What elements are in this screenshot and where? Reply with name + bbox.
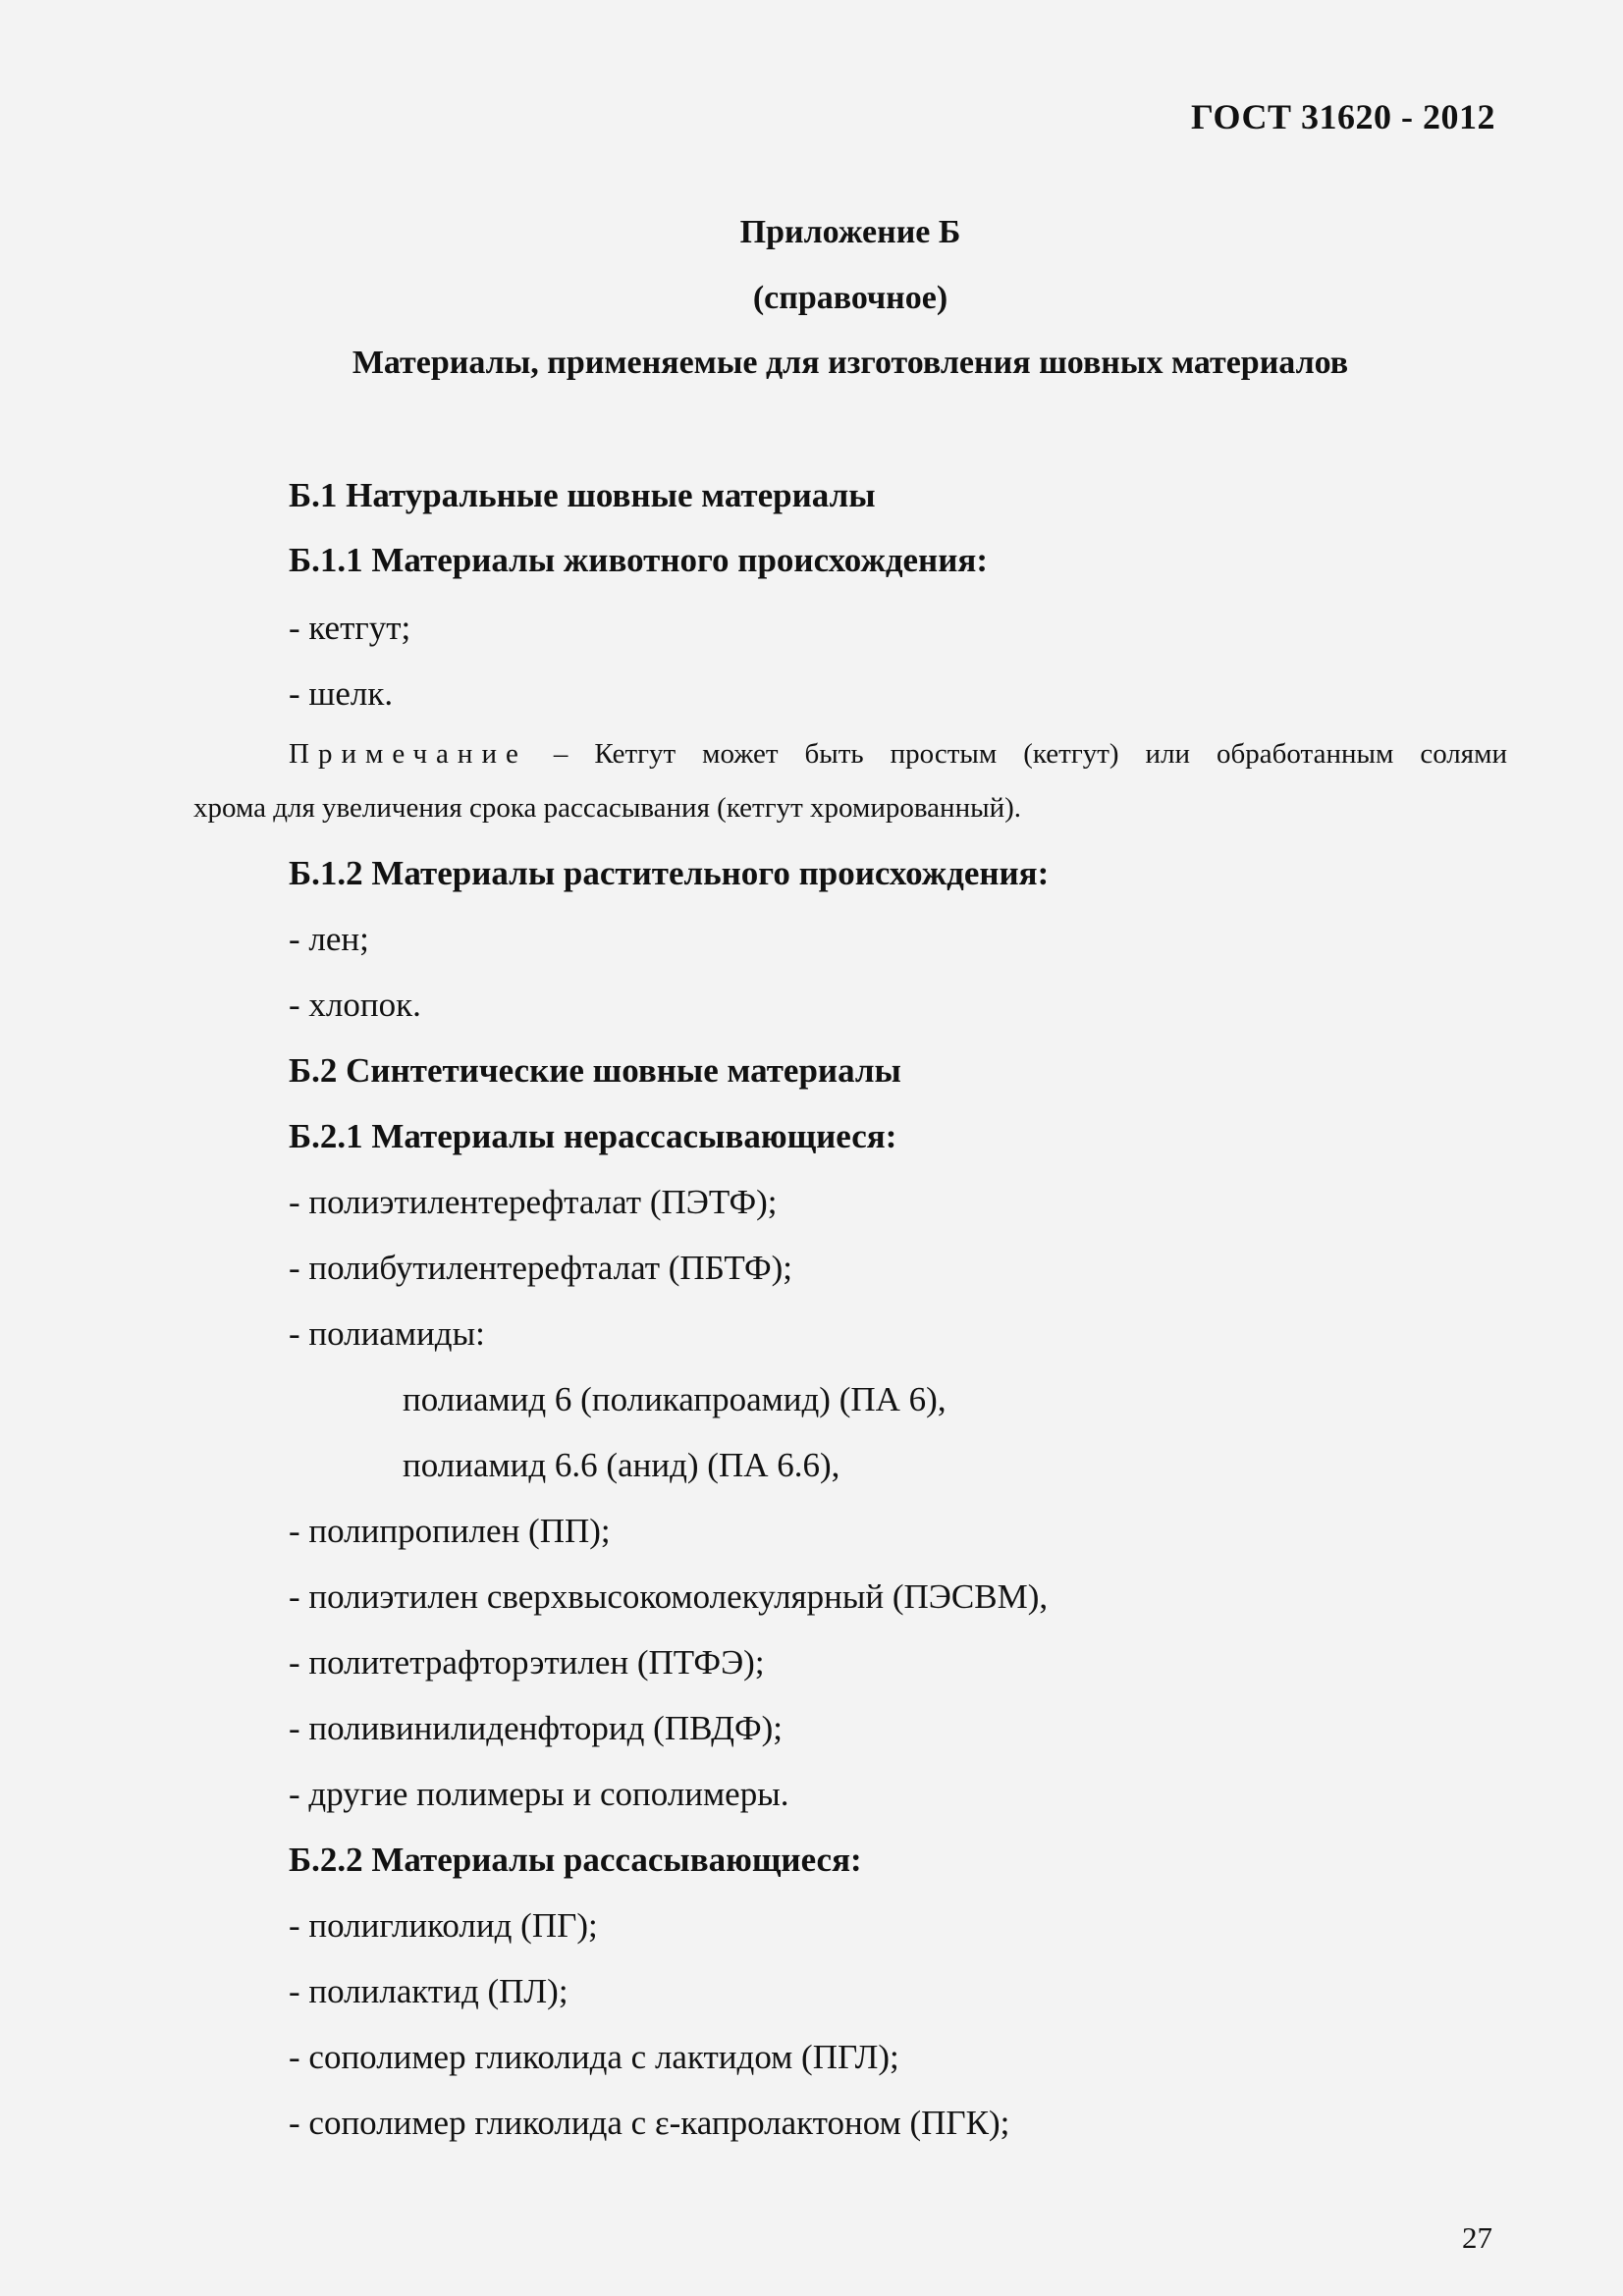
section-b1-title: Б.1 Натуральные шовные материалы [289,476,876,514]
section-b21-title: Б.2.1 Материалы нерассасывающиеся: [289,1117,897,1155]
list-item: - шелк. [289,674,394,713]
appendix-title: Приложение Б [739,214,961,250]
list-item: - сополимер гликолида с ε-капролактоном (ПГК); [289,2104,1010,2142]
list-item: - поливинилиденфторид (ПВДФ); [289,1709,784,1747]
list-item: - полибутилентерефталат (ПБТФ); [289,1249,792,1287]
list-item: - полиамиды: [289,1314,485,1353]
note-text: – Кетгут может быть простым (кетгут) или обработанным солями [553,738,1507,770]
list-item: - полипропилен (ПП); [289,1512,611,1550]
list-item: - полигликолид (ПГ); [289,1906,598,1945]
list-item: - другие полимеры и сополимеры. [289,1775,789,1813]
list-item: - хлопок. [289,986,421,1024]
page-number: 27 [1462,2220,1492,2255]
section-b22-title: Б.2.2 Материалы рассасывающиеся: [289,1841,862,1879]
list-item: - полилактид (ПЛ); [289,1972,568,2010]
appendix-type: (справочное) [752,280,948,316]
list-item: - полиэтилентерефталат (ПЭТФ); [289,1183,778,1221]
section-b11-title: Б.1.1 Материалы животного происхождения: [289,541,988,579]
note-line-1 [289,738,1507,771]
list-item: - сополимер гликолида с лактидом (ПГЛ); [289,2038,899,2076]
list-item: - лен; [289,920,369,958]
section-b2-title: Б.2 Синтетические шовные материалы [289,1051,901,1090]
standard-code: ГОСТ 31620 - 2012 [1191,97,1495,136]
list-item: - полиэтилен сверхвысокомолекулярный (ПЭСВМ), [289,1577,1049,1616]
section-b12-title: Б.1.2 Материалы растительного происхождения: [289,854,1050,892]
list-item: - кетгут; [289,609,411,647]
note-line-2: хрома для увеличения срока рассасывания (кетгут хромированный). [193,792,1021,824]
appendix-heading: Материалы, применяемые для изготовления шовных материалов [352,345,1349,381]
sub-list-item: полиамид 6.6 (анид) (ПА 6.6), [403,1446,840,1484]
sub-list-item: полиамид 6 (поликапроамид) (ПА 6), [403,1380,947,1418]
note-lead: Примечание [289,738,527,770]
list-item: - политетрафторэтилен (ПТФЭ); [289,1643,765,1682]
